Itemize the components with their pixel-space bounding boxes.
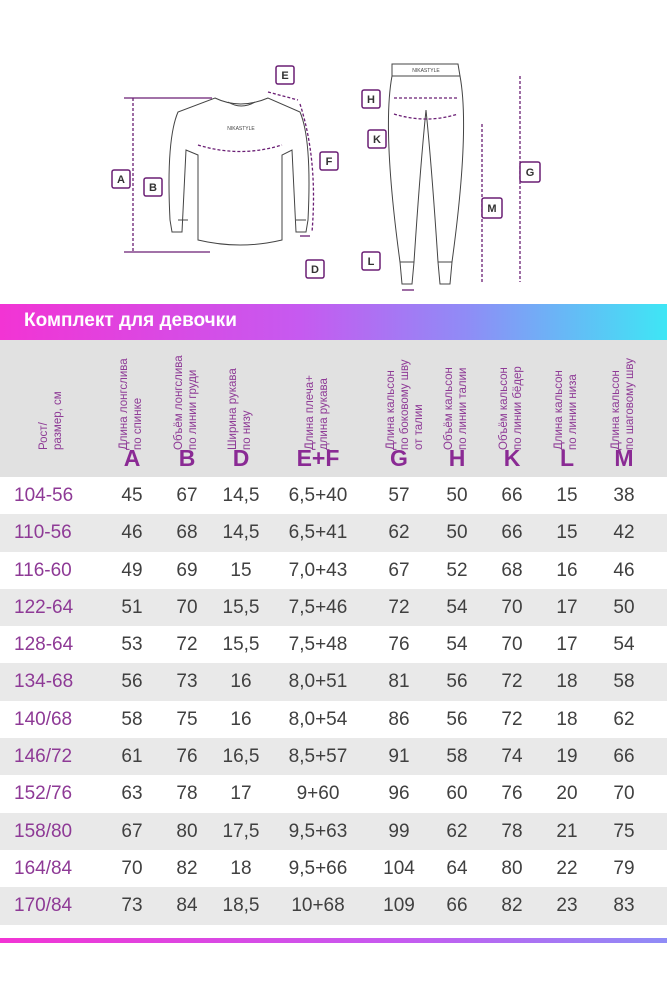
- value-cell: 69: [176, 559, 198, 581]
- value-cell: 62: [446, 820, 468, 842]
- value-cell: 78: [176, 783, 198, 805]
- value-cell: 9+60: [296, 783, 340, 805]
- value-cell: 64: [446, 857, 468, 879]
- value-cell: 78: [501, 820, 523, 842]
- section-banner: [0, 304, 667, 340]
- value-cell: 21: [556, 820, 578, 842]
- header-column-label: Длина плеча+ длина рукава: [304, 375, 330, 450]
- value-cell: 80: [501, 857, 523, 879]
- value-cell: 70: [613, 783, 635, 805]
- value-cell: 75: [176, 708, 198, 730]
- header-column-letter: B: [178, 445, 196, 471]
- size-cell: 122-64: [14, 596, 74, 618]
- value-cell: 96: [388, 783, 410, 805]
- value-cell: 67: [176, 485, 198, 506]
- value-cell: 72: [501, 708, 523, 730]
- value-cell: 50: [613, 596, 635, 618]
- value-cell: 22: [556, 857, 578, 879]
- value-cell: 62: [613, 708, 635, 730]
- header-column-label: Длина кальсон по боковому шву от талии: [385, 359, 425, 450]
- value-cell: 18,5: [222, 895, 260, 917]
- value-cell: 73: [121, 895, 143, 917]
- value-cell: 70: [121, 857, 143, 879]
- value-cell: 6,5+41: [288, 522, 348, 544]
- header-column-l: [540, 340, 594, 477]
- header-column-label: Объём кальсон по линии бёдер: [498, 366, 524, 450]
- header-column-label: Объём кальсон по линии талии: [443, 367, 469, 450]
- value-cell: 15,5: [222, 596, 260, 618]
- header-size-column: [0, 340, 104, 477]
- pants-brand-label: NIKASTYLE: [412, 68, 440, 74]
- value-cell: 8,0+54: [288, 708, 348, 730]
- value-cell: 54: [446, 596, 468, 618]
- header-column-letter: K: [503, 445, 521, 471]
- header-column-letter: G: [390, 445, 408, 471]
- value-cell: 76: [501, 783, 523, 805]
- header-column-d: [214, 340, 268, 477]
- value-cell: 15,5: [222, 634, 260, 656]
- value-cell: 75: [613, 820, 635, 842]
- value-cell: 45: [121, 485, 143, 506]
- header-column-a: [104, 340, 160, 477]
- value-cell: 91: [388, 746, 410, 768]
- header-column-letter: D: [232, 445, 250, 471]
- table-row: [0, 850, 667, 887]
- value-cell: 19: [556, 746, 578, 768]
- value-cell: 15: [230, 559, 252, 581]
- table-row: [0, 701, 667, 738]
- size-cell: 134-68: [14, 671, 74, 693]
- header-column-h: [430, 340, 484, 477]
- value-cell: 17: [556, 596, 578, 618]
- value-cell: 15: [556, 485, 578, 506]
- table-header: [0, 340, 667, 477]
- table-row: [0, 514, 667, 551]
- shirt-brand-label: NIKASTYLE: [227, 126, 255, 132]
- value-cell: 49: [121, 559, 143, 581]
- value-cell: 66: [501, 522, 523, 544]
- header-column-g: [368, 340, 430, 477]
- value-cell: 70: [501, 596, 523, 618]
- header-column-letter: M: [614, 445, 634, 471]
- table-row: [0, 813, 667, 850]
- table-row: [0, 887, 667, 924]
- value-cell: 9,5+63: [288, 820, 348, 842]
- header-column-k: [484, 340, 540, 477]
- value-cell: 18: [230, 857, 252, 879]
- value-cell: 67: [388, 559, 410, 581]
- value-cell: 58: [613, 671, 635, 693]
- svg-text:H: H: [367, 94, 375, 106]
- value-cell: 84: [176, 895, 198, 917]
- header-column-letter: L: [559, 445, 575, 471]
- svg-text:B: B: [149, 182, 157, 194]
- table-row: [0, 626, 667, 663]
- svg-text:A: A: [117, 174, 125, 186]
- value-cell: 57: [388, 485, 410, 506]
- value-cell: 62: [388, 522, 410, 544]
- value-cell: 50: [446, 522, 468, 544]
- pants-drawing: [388, 64, 463, 284]
- value-cell: 16: [230, 671, 252, 693]
- value-cell: 58: [446, 746, 468, 768]
- value-cell: 80: [176, 820, 198, 842]
- table-row: [0, 552, 667, 589]
- value-cell: 82: [501, 895, 523, 917]
- value-cell: 8,5+57: [288, 746, 348, 768]
- size-cell: 146/72: [14, 746, 73, 768]
- banner-title: Комплект для девочки: [24, 310, 237, 331]
- header-column-label: Ширина рукава по низу: [227, 368, 253, 450]
- value-cell: 16: [230, 708, 252, 730]
- svg-text:L: L: [367, 256, 375, 268]
- table-row: [0, 775, 667, 812]
- size-cell: 128-64: [14, 634, 74, 656]
- value-cell: 73: [176, 671, 198, 693]
- size-cell: 152/76: [14, 783, 73, 805]
- value-cell: 76: [176, 746, 198, 768]
- svg-text:F: F: [325, 156, 333, 168]
- value-cell: 66: [446, 895, 468, 917]
- value-cell: 70: [501, 634, 523, 656]
- value-cell: 56: [446, 708, 468, 730]
- value-cell: 9,5+66: [288, 857, 348, 879]
- value-cell: 68: [501, 559, 523, 581]
- value-cell: 82: [176, 857, 198, 879]
- value-cell: 58: [121, 708, 143, 730]
- size-cell: 158/80: [14, 820, 73, 842]
- header-size-label: Рост/ размер, см: [38, 391, 64, 450]
- value-cell: 54: [446, 634, 468, 656]
- size-cell: 110-56: [14, 522, 72, 544]
- value-cell: 70: [176, 596, 198, 618]
- table-row: [0, 738, 667, 775]
- value-cell: 46: [613, 559, 635, 581]
- value-cell: 51: [121, 596, 143, 618]
- value-cell: 38: [613, 485, 635, 506]
- value-cell: 72: [501, 671, 523, 693]
- value-cell: 66: [501, 485, 523, 506]
- value-cell: 18: [556, 671, 578, 693]
- value-cell: 23: [556, 895, 578, 917]
- header-column-letter: E+F: [296, 445, 340, 471]
- value-cell: 54: [613, 634, 635, 656]
- value-cell: 68: [176, 522, 198, 544]
- table-row: [0, 589, 667, 626]
- header-column-letter: H: [448, 445, 466, 471]
- svg-text:K: K: [373, 134, 381, 146]
- value-cell: 99: [388, 820, 410, 842]
- value-cell: 17: [556, 634, 578, 656]
- value-cell: 20: [556, 783, 578, 805]
- value-cell: 72: [176, 634, 198, 656]
- value-cell: 81: [388, 671, 410, 693]
- value-cell: 14,5: [222, 485, 260, 506]
- value-cell: 17,5: [222, 820, 260, 842]
- value-cell: 18: [556, 708, 578, 730]
- value-cell: 50: [446, 485, 468, 506]
- svg-text:D: D: [311, 264, 319, 276]
- value-cell: 6,5+40: [288, 485, 348, 506]
- value-cell: 72: [388, 596, 410, 618]
- value-cell: 56: [446, 671, 468, 693]
- value-cell: 60: [446, 783, 468, 805]
- value-cell: 74: [501, 746, 523, 768]
- value-cell: 56: [121, 671, 143, 693]
- size-table: [0, 340, 667, 925]
- value-cell: 16,5: [222, 746, 260, 768]
- value-cell: 52: [446, 559, 468, 581]
- value-cell: 16: [556, 559, 578, 581]
- table-row: [0, 477, 667, 514]
- table-row: [0, 663, 667, 700]
- value-cell: 104: [383, 857, 415, 879]
- value-cell: 83: [613, 895, 635, 917]
- header-column-label: Длина кальсон по линии низа: [553, 370, 579, 450]
- table-body: [0, 477, 667, 925]
- header-column-b: [160, 340, 214, 477]
- value-cell: 7,0+43: [288, 559, 348, 581]
- value-cell: 53: [121, 634, 143, 656]
- bottom-accent-bar: [0, 938, 667, 943]
- size-cell: 170/84: [14, 895, 73, 917]
- header-column-label: Длина кальсон по шаговому шву: [610, 358, 636, 450]
- header-column-label: Объём лонгслива по линии груди: [173, 355, 199, 450]
- header-column-letter: A: [123, 445, 141, 471]
- size-cell: 164/84: [14, 857, 73, 879]
- value-cell: 42: [613, 522, 635, 544]
- value-cell: 66: [613, 746, 635, 768]
- header-column-e-f: [268, 340, 368, 477]
- header-column-m: [594, 340, 654, 477]
- size-cell: 140/68: [14, 708, 73, 730]
- header-column-label: Длина лонгслива по спинке: [118, 358, 144, 450]
- value-cell: 63: [121, 783, 143, 805]
- value-cell: 15: [556, 522, 578, 544]
- value-cell: 61: [121, 746, 143, 768]
- value-cell: 46: [121, 522, 143, 544]
- size-cell: 116-60: [14, 559, 72, 581]
- garment-diagram: [0, 0, 667, 300]
- value-cell: 14,5: [222, 522, 260, 544]
- value-cell: 10+68: [291, 895, 345, 917]
- value-cell: 8,0+51: [288, 671, 348, 693]
- value-cell: 17: [230, 783, 252, 805]
- value-cell: 7,5+46: [288, 596, 348, 618]
- longsleeve-drawing: [169, 98, 309, 245]
- value-cell: 109: [383, 895, 415, 917]
- size-cell: 104-56: [14, 485, 74, 506]
- value-cell: 86: [388, 708, 410, 730]
- svg-text:E: E: [281, 70, 289, 82]
- svg-text:G: G: [525, 167, 535, 179]
- svg-text:M: M: [487, 203, 497, 215]
- value-cell: 67: [121, 820, 143, 842]
- value-cell: 76: [388, 634, 410, 656]
- value-cell: 7,5+48: [288, 634, 348, 656]
- value-cell: 79: [613, 857, 635, 879]
